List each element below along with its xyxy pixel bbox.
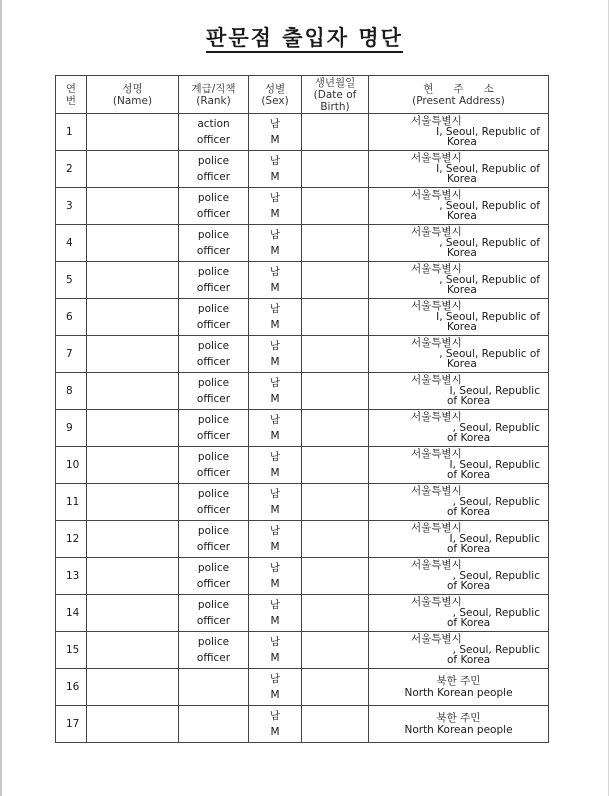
address-country: Korea [447,210,477,223]
sex-english: M [270,689,280,701]
header-rank: 계급/직책 (Rank) [179,76,249,114]
sex-english: M [270,430,280,442]
document-title-text: 판문점 출입자 명단 [206,26,403,53]
rank-line-2: officer [196,430,231,442]
address-country: of Korea [447,395,491,408]
table-row [56,706,549,743]
rank-line-1: police [197,414,230,426]
address-korean: 서울특별시 [411,411,462,424]
sex-korean: 남 [269,451,281,463]
date-of-birth-cell [302,114,369,151]
address-cell [369,336,549,373]
name-cell [87,299,179,336]
address-cell [369,410,549,447]
rank-line-2: officer [196,319,231,331]
table-row [56,410,549,447]
sex-english: M [270,578,280,590]
sex-cell [249,521,302,558]
rank-line-2: officer [196,578,231,590]
rank-line-2: officer [196,356,231,368]
address-korean: 서울특별시 [411,522,462,535]
address-english: I, Seoul, Republic [449,532,540,545]
sex-korean: 남 [269,488,281,500]
header-date-of-birth: 생년월일 (Date of Birth) [302,76,369,114]
address-country: of Korea [447,432,491,445]
sex-english: M [270,726,280,738]
rank-cell [179,669,249,706]
date-of-birth-cell [302,262,369,299]
date-of-birth-cell [302,521,369,558]
date-of-birth-cell [302,706,369,743]
table-row [56,595,549,632]
sex-korean: 남 [269,636,281,648]
rank-line-2: officer [196,541,231,553]
name-cell [87,410,179,447]
sex-cell [249,114,302,151]
rank-cell [179,410,249,447]
address-cell [369,669,549,706]
address-english: , Seoul, Republic [452,569,540,582]
sex-korean: 남 [269,192,281,204]
sex-cell [249,373,302,410]
address-korean: 북한 주민 [436,675,481,687]
row-number: 10 [56,447,87,484]
rank-line-1: police [197,377,230,389]
row-number: 8 [56,373,87,410]
sex-english: M [270,541,280,553]
row-number: 1 [56,114,87,151]
address-korean: 서울특별시 [411,115,462,128]
rank-line-2: officer [196,282,231,294]
address-english: , Seoul, Republic of [439,273,540,286]
date-of-birth-cell [302,558,369,595]
rank-cell [179,447,249,484]
name-cell [87,114,179,151]
rank-cell [179,188,249,225]
address-korean: 서울특별시 [411,559,462,572]
sex-korean: 남 [269,414,281,426]
address-english: I, Seoul, Republic of [436,162,540,175]
address-cell [369,521,549,558]
date-of-birth-cell [302,632,369,669]
rank-line-1: police [197,192,230,204]
name-cell [87,225,179,262]
table-row [56,188,549,225]
sex-cell [249,669,302,706]
sex-english: M [270,652,280,664]
row-number: 14 [56,595,87,632]
table-row [56,521,549,558]
rank-line-1: police [197,636,230,648]
table-row [56,373,549,410]
address-cell [369,299,549,336]
sex-cell [249,558,302,595]
sex-english: M [270,467,280,479]
table-row [56,299,549,336]
rank-cell [179,706,249,743]
rank-line-1: police [197,599,230,611]
rank-line-2: officer [196,208,231,220]
row-number: 13 [56,558,87,595]
sex-korean: 남 [269,229,281,241]
table-row [56,447,549,484]
address-cell [369,595,549,632]
address-english: I, Seoul, Republic [449,384,540,397]
sex-cell [249,595,302,632]
sex-korean: 남 [269,710,281,722]
row-number: 6 [56,299,87,336]
sex-english: M [270,245,280,257]
date-of-birth-cell [302,188,369,225]
rank-line-2: officer [196,245,231,257]
sex-korean: 남 [269,377,281,389]
name-cell [87,706,179,743]
header-sex: 성별 (Sex) [249,76,302,114]
date-of-birth-cell [302,484,369,521]
address-korean: 서울특별시 [411,152,462,165]
rank-line-2: officer [196,504,231,516]
address-country: Korea [447,284,477,297]
row-number: 2 [56,151,87,188]
row-number: 4 [56,225,87,262]
name-cell [87,632,179,669]
address-country: Korea [447,358,477,371]
table-row [56,336,549,373]
address-korean: 서울특별시 [411,263,462,276]
rank-cell [179,558,249,595]
name-cell [87,521,179,558]
table-row [56,669,549,706]
table-row [56,225,549,262]
address-country: of Korea [447,654,491,667]
date-of-birth-cell [302,447,369,484]
sex-cell [249,151,302,188]
sex-english: M [270,393,280,405]
rank-cell [179,151,249,188]
rank-line-1: police [197,229,230,241]
sex-korean: 남 [269,525,281,537]
sex-cell [249,299,302,336]
address-english: , Seoul, Republic [452,606,540,619]
sex-korean: 남 [269,340,281,352]
name-cell [87,188,179,225]
address-cell [369,188,549,225]
address-cell [369,151,549,188]
rank-line-1: police [197,340,230,352]
row-number: 17 [56,706,87,743]
sex-cell [249,336,302,373]
rank-line-1: police [197,155,230,167]
date-of-birth-cell [302,595,369,632]
name-cell [87,558,179,595]
sex-english: M [270,319,280,331]
address-cell [369,114,549,151]
address-cell [369,484,549,521]
sex-korean: 남 [269,303,281,315]
sex-korean: 남 [269,673,281,685]
sex-english: M [270,208,280,220]
date-of-birth-cell [302,669,369,706]
rank-line-1: police [197,562,230,574]
address-country: of Korea [447,543,491,556]
row-number: 9 [56,410,87,447]
address-korean: 서울특별시 [411,633,462,646]
address-cell [369,558,549,595]
sex-korean: 남 [269,599,281,611]
row-number: 5 [56,262,87,299]
visitor-roster-table [55,75,549,743]
rank-cell [179,521,249,558]
rank-line-2: officer [196,615,231,627]
rank-cell [179,225,249,262]
address-korean: 서울특별시 [411,189,462,202]
rank-cell [179,114,249,151]
rank-cell [179,262,249,299]
table-row [56,632,549,669]
rank-line-1: police [197,525,230,537]
sex-cell [249,188,302,225]
rank-line-1: police [197,266,230,278]
address-english: North Korean people [404,687,513,699]
address-country: of Korea [447,469,491,482]
address-cell [369,225,549,262]
address-korean: 서울특별시 [411,485,462,498]
table-row [56,262,549,299]
sex-korean: 남 [269,562,281,574]
row-number: 11 [56,484,87,521]
address-english: I, Seoul, Republic of [436,125,540,138]
name-cell [87,595,179,632]
address-cell [369,447,549,484]
sex-korean: 남 [269,118,281,130]
table-header-row [56,76,549,114]
table-row [56,484,549,521]
rank-line-2: officer [196,652,231,664]
sex-korean: 남 [269,155,281,167]
table-body [56,114,549,743]
address-english: , Seoul, Republic [452,495,540,508]
date-of-birth-cell [302,410,369,447]
name-cell [87,669,179,706]
address-english: , Seoul, Republic of [439,199,540,212]
name-cell [87,151,179,188]
table-row [56,151,549,188]
date-of-birth-cell [302,225,369,262]
sex-cell [249,706,302,743]
rank-line-1: action [197,118,230,130]
sex-english: M [270,615,280,627]
sex-korean: 남 [269,266,281,278]
address-cell [369,706,549,743]
row-number: 7 [56,336,87,373]
row-number: 3 [56,188,87,225]
document-title [0,22,609,52]
address-cell [369,373,549,410]
table-row [56,114,549,151]
rank-line-1: police [197,451,230,463]
name-cell [87,373,179,410]
rank-line-2: officer [196,467,231,479]
sex-cell [249,632,302,669]
sex-cell [249,225,302,262]
page-edge-left [0,0,2,796]
date-of-birth-cell [302,299,369,336]
date-of-birth-cell [302,151,369,188]
rank-cell [179,632,249,669]
sex-english: M [270,356,280,368]
rank-cell [179,336,249,373]
address-korean: 서울특별시 [411,300,462,313]
name-cell [87,262,179,299]
sex-cell [249,262,302,299]
address-cell [369,262,549,299]
address-korean: 서울특별시 [411,226,462,239]
rank-cell [179,373,249,410]
address-english: North Korean people [404,724,513,736]
row-number: 16 [56,669,87,706]
header-present-address: 현 주 소 (Present Address) [369,76,549,114]
address-korean: 서울특별시 [411,596,462,609]
sex-english: M [270,134,280,146]
address-korean: 서울특별시 [411,448,462,461]
row-number: 15 [56,632,87,669]
address-country: of Korea [447,580,491,593]
name-cell [87,447,179,484]
address-cell [369,632,549,669]
rank-line-1: police [197,488,230,500]
address-country: Korea [447,321,477,334]
sex-cell [249,410,302,447]
name-cell [87,336,179,373]
header-number: 연 번 [56,76,87,114]
rank-cell [179,484,249,521]
address-country: Korea [447,136,477,149]
address-country: Korea [447,173,477,186]
rank-cell [179,595,249,632]
address-country: of Korea [447,506,491,519]
table-row [56,558,549,595]
date-of-birth-cell [302,336,369,373]
rank-line-1: police [197,303,230,315]
rank-line-2: officer [196,171,231,183]
header-name: 성명 (Name) [87,76,179,114]
address-english: I, Seoul, Republic [449,458,540,471]
address-english: , Seoul, Republic [452,643,540,656]
address-korean: 서울특별시 [411,374,462,387]
sex-english: M [270,282,280,294]
address-english: , Seoul, Republic of [439,236,540,249]
address-korean: 서울특별시 [411,337,462,350]
name-cell [87,484,179,521]
address-korean: 북한 주민 [436,712,481,724]
address-country: Korea [447,247,477,260]
rank-line-2: officer [196,134,231,146]
address-country: of Korea [447,617,491,630]
address-english: I, Seoul, Republic of [436,310,540,323]
row-number: 12 [56,521,87,558]
sex-english: M [270,504,280,516]
date-of-birth-cell [302,373,369,410]
sex-cell [249,484,302,521]
rank-cell [179,299,249,336]
address-english: , Seoul, Republic [452,421,540,434]
rank-line-2: officer [196,393,231,405]
sex-english: M [270,171,280,183]
sex-cell [249,447,302,484]
address-english: , Seoul, Republic of [439,347,540,360]
